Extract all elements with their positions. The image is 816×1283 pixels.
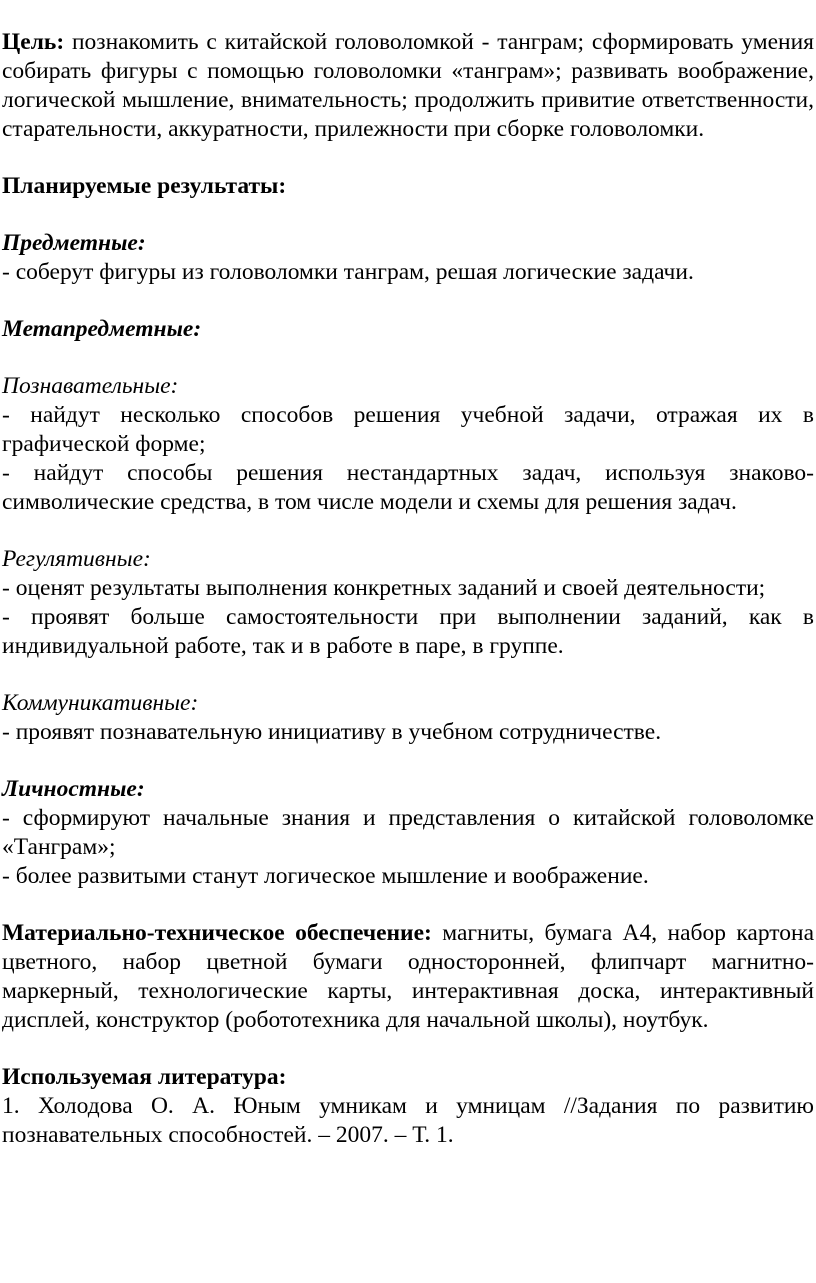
cognitive-item: - найдут несколько способов решения учебной задачи, отражая их в графической форме; — [2, 402, 814, 457]
literature-heading: Используемая литература: — [2, 1064, 287, 1090]
materials-paragraph — [0, 919, 816, 1035]
cognitive-item: - найдут способы решения нестандартных задач, используя знаково-символические средства, в том числе модели и схемы для решения задач. — [2, 460, 814, 515]
personal-item: - более развитыми станут логическое мышление и воображение. — [2, 863, 649, 889]
goal-label: Цель: — [2, 29, 65, 55]
results-heading: Планируемые результаты: — [2, 173, 287, 199]
regulatory-heading: Регулятивные: — [2, 546, 151, 572]
meta-heading: Метапредметные: — [2, 316, 202, 342]
regulatory-item: - оценят результаты выполнения конкретных заданий и своей деятельности; — [2, 575, 766, 601]
materials-text: магниты, бумага А4, набор картона цветного, набор цветной бумаги односторонней, флипчарт магнитно-маркерный, технологические карты, интерактивная доска, интерактивный дисплей, конструктор (робототехника для начальной школы), ноутбук. — [2, 920, 814, 1033]
goal-text: познакомить с китайской головоломкой - танграм; сформировать умения собирать фигуры с помощью головоломки «танграм»; развивать воображение, логической мышление, внимательность; продолжить привитие ответственности, старательности, аккуратности, прилежности при сборке головоломки. — [2, 29, 814, 142]
subject-item: - соберут фигуры из головоломки танграм, решая логические задачи. — [2, 259, 694, 285]
communicative-heading: Коммуникативные: — [2, 690, 199, 716]
materials-label: Материально-техническое обеспечение: — [2, 920, 432, 946]
subject-heading: Предметные: — [2, 230, 146, 256]
personal-heading: Личностные: — [2, 776, 145, 802]
personal-item: - сформируют начальные знания и представления о китайской головоломке «Танграм»; — [2, 805, 814, 860]
regulatory-item: - проявят больше самостоятельности при выполнении заданий, как в индивидуальной работе, так и в работе в паре, в группе. — [2, 604, 814, 659]
communicative-item: - проявят познавательную инициативу в учебном сотрудничестве. — [2, 719, 662, 745]
document-page — [0, 28, 816, 1150]
literature-item: 1. Холодова О. А. Юным умникам и умницам //Задания по развитию познавательных способностей. – 2007. – Т. 1. — [2, 1093, 814, 1148]
cognitive-heading: Познавательные: — [2, 373, 179, 399]
goal-paragraph — [0, 28, 816, 144]
